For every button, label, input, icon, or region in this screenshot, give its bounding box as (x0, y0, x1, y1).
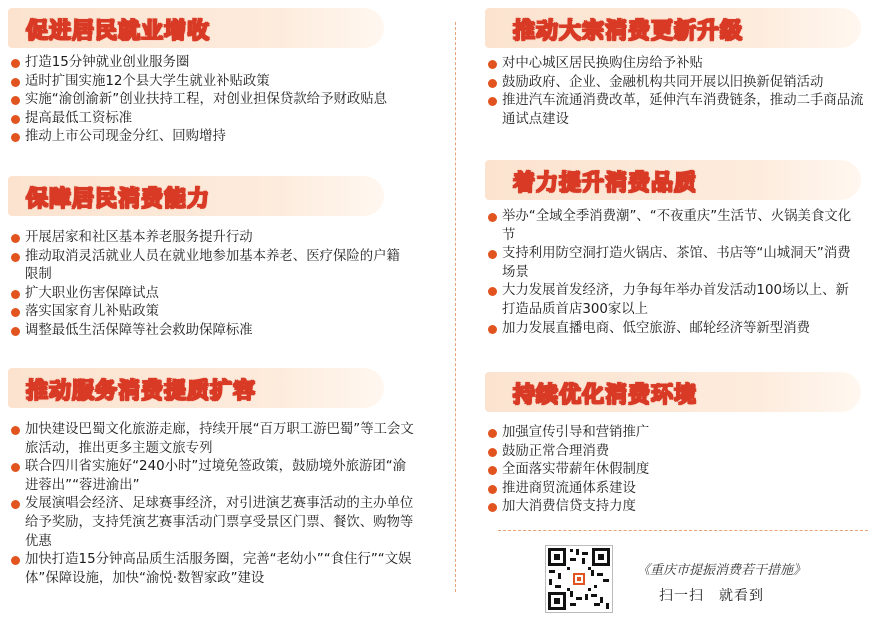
list-item: 发展演唱会经济、足球赛事经济，对引进演艺赛事活动的主办单位给予奖励，支持凭演艺赛事活动门票享受景区门票、餐饮、购物等优惠 (8, 495, 416, 551)
bullet-icon (11, 290, 20, 299)
bullet-icon (11, 115, 20, 124)
list-item: 加快打造15分钟高品质生活服务圈，完善“老幼小”“食住行”“文娱体”保障设施，加快“渝悦·数智家政”建设 (8, 551, 416, 588)
list-item: 适时扩围实施12个县大学生就业补贴政策 (8, 73, 438, 92)
bullet-icon (11, 426, 20, 435)
bullet-icon (11, 308, 20, 317)
qr-caption: 《重庆市提振消费若干措施》 (637, 563, 807, 578)
bottom-divider (498, 530, 868, 531)
section-title: 推动大宗消费更新升级 (513, 19, 744, 44)
item-list (8, 54, 438, 147)
qr-code-icon[interactable] (545, 545, 613, 613)
bullet-icon (11, 96, 20, 105)
list-item: 鼓励政府、企业、金融机构共同开展以旧换新促销活动 (485, 74, 865, 93)
list-item: 推动取消灵活就业人员在就业地参加基本养老、医疗保险的户籍限制 (8, 248, 408, 285)
bullet-icon (11, 253, 20, 262)
list-item: 实施“渝创渝新”创业扶持工程，对创业担保贷款给予财政贴息 (8, 91, 438, 110)
bullet-icon (488, 485, 497, 494)
section-banner (485, 160, 861, 200)
section-consumption-environment (485, 372, 873, 517)
list-item: 落实国家育儿补贴政策 (8, 303, 408, 322)
list-item: 加快建设巴蜀文化旅游走廊，持续开展“百万职工游巴蜀”等工会文旅活动，推出更多主题文旅专列 (8, 421, 416, 458)
section-banner (485, 8, 861, 48)
bullet-icon (11, 133, 20, 142)
qr-scan-text: 扫一扫 就看到 (659, 588, 764, 604)
item-list (8, 229, 408, 341)
bullet-icon (11, 78, 20, 87)
item-list (485, 55, 865, 129)
section-title: 保障居民消费能力 (26, 187, 211, 212)
section-title: 着力提升消费品质 (513, 171, 698, 196)
list-item: 大力发展首发经济，力争每年举办首发活动100场以上、新打造品质首店300家以上 (485, 282, 857, 319)
list-item: 举办“全域全季消费潮”、“不夜重庆”生活节、火锅美食文化节 (485, 208, 857, 245)
section-bulk-consumption (485, 8, 873, 129)
list-item: 调整最低生活保障等社会救助保障标准 (8, 322, 408, 341)
list-item: 对中心城区居民换购住房给予补贴 (485, 55, 865, 74)
item-list (8, 421, 416, 588)
bullet-icon (11, 234, 20, 243)
list-item: 联合四川省实施好“240小时”过境免签政策，鼓励境外旅游团“渝进蓉出”“蓉进渝出” (8, 458, 416, 495)
section-banner (8, 176, 384, 216)
section-employment (8, 8, 438, 147)
section-banner (485, 372, 861, 412)
section-service-consumption (8, 368, 438, 588)
list-item: 鼓励正常合理消费 (485, 443, 873, 462)
bullet-icon (488, 60, 497, 69)
list-item: 推进商贸流通体系建设 (485, 480, 873, 499)
section-title: 促进居民就业增收 (26, 19, 211, 44)
bullet-icon (11, 556, 20, 565)
section-consumption-capacity (8, 176, 438, 341)
list-item: 推动上市公司现金分红、回购增持 (8, 128, 438, 147)
list-item: 加力发展直播电商、低空旅游、邮轮经济等新型消费 (485, 320, 857, 339)
bullet-icon (488, 466, 497, 475)
section-banner (8, 368, 384, 408)
list-item: 推进汽车流通消费改革，延伸汽车消费链条，推动二手商品流通试点建设 (485, 92, 865, 129)
qr-area (545, 545, 873, 615)
bullet-icon (11, 327, 20, 336)
list-item: 提高最低工资标准 (8, 110, 438, 129)
bullet-icon (488, 325, 497, 334)
bullet-icon (11, 59, 20, 68)
column-divider (455, 22, 456, 592)
list-item: 开展居家和社区基本养老服务提升行动 (8, 229, 408, 248)
section-title: 持续优化消费环境 (513, 383, 698, 408)
section-consumption-quality (485, 160, 873, 338)
list-item: 扩大职业伤害保障试点 (8, 285, 408, 304)
bullet-icon (488, 213, 497, 222)
bullet-icon (488, 448, 497, 457)
list-item: 加大消费信贷支持力度 (485, 498, 873, 517)
bullet-icon (11, 463, 20, 472)
section-banner (8, 8, 384, 48)
list-item: 全面落实带薪年休假制度 (485, 461, 873, 480)
item-list (485, 424, 873, 517)
section-title: 推动服务消费提质扩容 (26, 379, 257, 404)
item-list (485, 208, 857, 338)
bullet-icon (488, 79, 497, 88)
bullet-icon (488, 503, 497, 512)
list-item: 支持利用防空洞打造火锅店、茶馆、书店等“山城洞天”消费场景 (485, 245, 857, 282)
list-item: 打造15分钟就业创业服务圈 (8, 54, 438, 73)
bullet-icon (488, 287, 497, 296)
bullet-icon (488, 250, 497, 259)
list-item: 加强宣传引导和营销推广 (485, 424, 873, 443)
bullet-icon (488, 97, 497, 106)
bullet-icon (488, 429, 497, 438)
bullet-icon (11, 500, 20, 509)
